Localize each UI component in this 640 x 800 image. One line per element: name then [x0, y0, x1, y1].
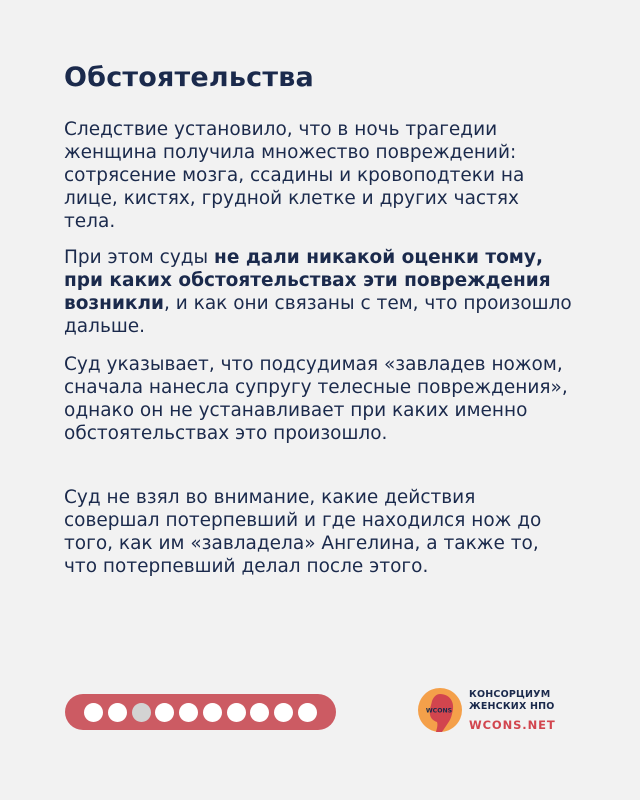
paragraph-courts-start: При этом суды — [64, 247, 215, 268]
pagination-dot-active — [132, 703, 151, 722]
pagination-dot — [84, 703, 103, 722]
page-title: Обстоятельства — [64, 62, 314, 93]
brand-name-line1: КОНСОРЦИУМ — [469, 689, 551, 700]
pagination-dot — [155, 703, 174, 722]
paragraph-courts-end: , и как они связаны с тем, что произошло дальше. — [64, 293, 572, 337]
paragraph-court-indicates: Суд указывает, что подсудимая «завладев ножом, сначала нанесла супругу телесные повреждения», однако он не устанавливает при каких именно обстоятельствах это произошло. — [64, 354, 568, 444]
paragraph-courts-emphasis: не дали никакой оценки тому, при каких обстоятельствах эти повреждения возникли — [64, 247, 551, 314]
paragraph-court-ignored: Суд не взял во внимание, какие действия совершал потерпевший и где находился нож до того, как им «завладела» Ангелина, а также то, что потерпевший делал после этого. — [64, 487, 542, 577]
pagination-dot — [179, 703, 198, 722]
brand-name-line2: ЖЕНСКИХ НПО — [469, 701, 555, 712]
wcons-logo-icon — [418, 688, 462, 732]
paragraph-courts — [64, 246, 574, 338]
slide-pagination — [65, 694, 336, 730]
pagination-dot — [298, 703, 317, 722]
pagination-dot — [203, 703, 222, 722]
pagination-dot — [250, 703, 269, 722]
pagination-dot — [274, 703, 293, 722]
paragraph-investigation: Следствие установило, что в ночь трагедии женщина получила множество повреждений: сотрясение мозга, ссадины и кровоподтеки на лице, кистях, грудной клетке и других частях тела. — [64, 119, 525, 232]
brand-url: WCONS.NET — [469, 718, 556, 732]
pagination-dot — [108, 703, 127, 722]
logo-wordmark: WCONS — [425, 707, 453, 715]
pagination-dot — [227, 703, 246, 722]
